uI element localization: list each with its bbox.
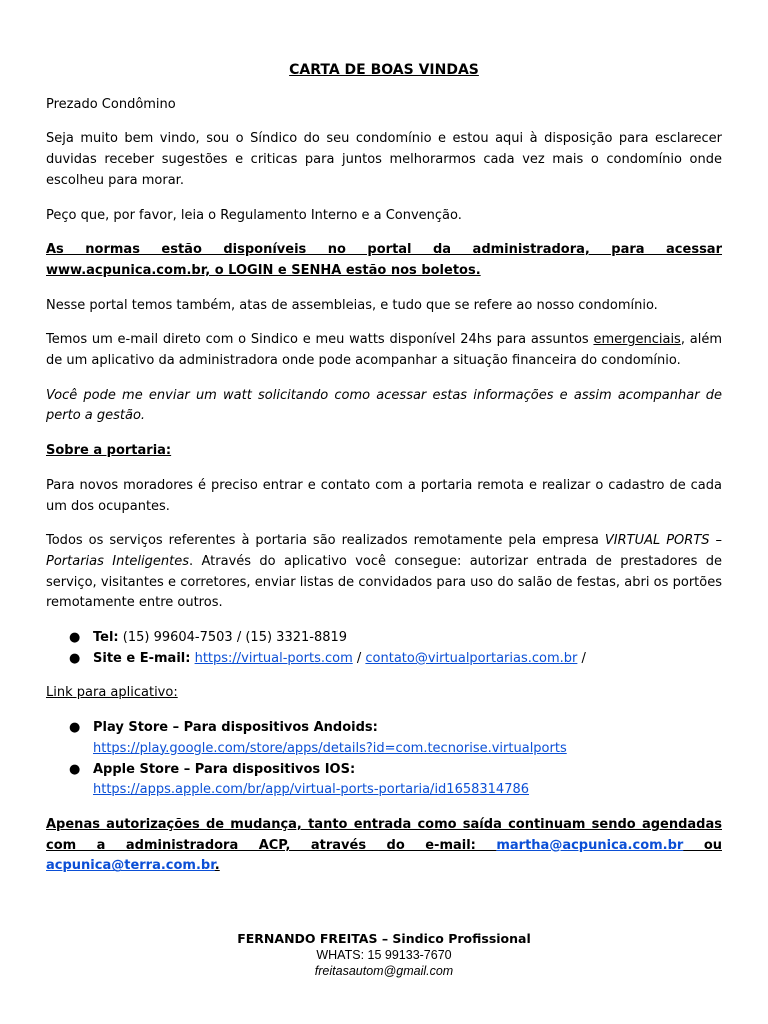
bullet-icon: ● bbox=[69, 630, 81, 646]
apple-store-label: Apple Store – Para dispositivos IOS: bbox=[93, 761, 356, 777]
list-item-apple-store bbox=[69, 760, 722, 801]
services-text-end: . Através do aplicativo você consegue: autorizar entrada de prestadores de serviço, visitantes e corretores, enviar listas de convidados para uso do salão de festas, abri os portões remotamente entre outros. bbox=[46, 553, 723, 611]
moving-end: . bbox=[214, 858, 220, 874]
moving-or: ou bbox=[683, 837, 722, 853]
paragraph-portal-contents: Nesse portal temos também, atas de assembleias, e tudo que se refere ao nosso condomínio. bbox=[46, 297, 658, 313]
email-link-acpunica[interactable]: acpunica@terra.com.br bbox=[46, 858, 215, 874]
tel-value: (15) 99604-7503 / (15) 3321-8819 bbox=[118, 630, 348, 646]
bullet-icon: ● bbox=[69, 650, 81, 666]
signature-name: FERNANDO FREITAS – Sindico Profissional bbox=[237, 931, 531, 946]
list-item-tel bbox=[69, 628, 722, 649]
apple-store-link[interactable]: https://apps.apple.com/br/app/virtual-ports-portaria/id1658314786 bbox=[93, 782, 530, 798]
tel-label: Tel: bbox=[93, 630, 119, 646]
paragraph-portal-notice: As normas estão disponíveis no portal da administradora, para acessar www.acpunica.com.br, o LOGIN e SENHA estão nos boletos. bbox=[46, 242, 722, 278]
paragraph-whatsapp: Você pode me enviar um watt solicitando como acessar estas informações e assim acompanhar de perto a gestão. bbox=[46, 387, 722, 424]
moving-text: Apenas autorizações de mudança, tanto entrada como saída continuam sendo agendadas com a administradora ACP, através do e-mail: bbox=[46, 816, 722, 853]
list-item-site bbox=[69, 649, 722, 670]
contact-text-start: Temos um e-mail direto com o Sindico e meu watts disponível 24hs para assuntos bbox=[46, 332, 594, 348]
paragraph-welcome: Seja muito bem vindo, sou o Síndico do seu condomínio e estou aqui à disposição para esclarecer duvidas receber sugestões e criticas para juntos melhorarmos cada vez mais o condomínio onde escolheu para morar. bbox=[46, 131, 722, 188]
letter-body bbox=[46, 60, 722, 891]
section-heading-portaria: Sobre a portaria: bbox=[46, 443, 172, 459]
bullet-icon: ● bbox=[69, 720, 81, 736]
contact-text-end: , além de um aplicativo da administradora onde pode acompanhar a situação financeira do condomínio. bbox=[46, 332, 722, 369]
paragraph-moving-notice bbox=[46, 815, 722, 877]
contact-list bbox=[46, 628, 722, 669]
site-link[interactable]: https://virtual-ports.com bbox=[194, 650, 353, 666]
play-store-link[interactable]: https://play.google.com/store/apps/details?id=com.tecnorise.virtualports bbox=[93, 740, 567, 756]
paragraph-services bbox=[46, 531, 722, 614]
company-name: VIRTUAL PORTS – Portarias Inteligentes bbox=[46, 533, 723, 569]
list-item-play-store bbox=[69, 718, 722, 759]
paragraph-new-residents: Para novos moradores é preciso entrar e contato com a portaria remota e realizar o cadastro de cada um dos ocupantes. bbox=[46, 477, 722, 514]
email-link-martha[interactable]: martha@acpunica.com.br bbox=[496, 837, 684, 853]
email-link[interactable]: contato@virtualportarias.com.br bbox=[365, 650, 578, 666]
paragraph-regulations: Peço que, por favor, leia o Regulamento Interno e a Convenção. bbox=[46, 207, 462, 223]
services-text-start: Todos os serviços referentes à portaria são realizados remotamente pela empresa bbox=[46, 533, 605, 549]
greeting: Prezado Condômino bbox=[46, 96, 176, 112]
signature-block bbox=[0, 931, 768, 979]
emergency-word: emergenciais bbox=[593, 332, 681, 348]
paragraph-contact bbox=[46, 330, 722, 371]
app-list bbox=[46, 718, 722, 801]
play-store-label: Play Store – Para dispositivos Andoids: bbox=[93, 720, 378, 736]
site-label: Site e E-mail: bbox=[93, 650, 191, 666]
page-title: CARTA DE BOAS VINDAS bbox=[289, 62, 479, 78]
app-link-heading: Link para aplicativo: bbox=[46, 685, 178, 701]
separator: / bbox=[352, 650, 366, 666]
signature-whatsapp: WHATS: 15 99133-7670 bbox=[316, 948, 452, 962]
signature-email: freitasautom@gmail.com bbox=[314, 964, 454, 978]
bullet-icon: ● bbox=[69, 761, 81, 777]
separator: / bbox=[577, 650, 586, 666]
